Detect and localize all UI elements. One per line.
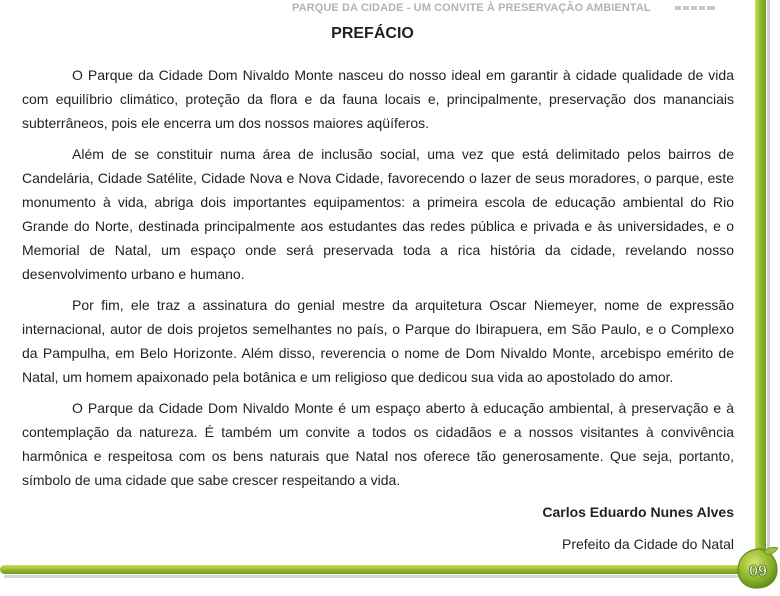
right-border-bar [755,0,766,572]
page-number: 09 [749,563,767,580]
paragraph: O Parque da Cidade Dom Nivaldo Monte é um espaço aberto à educação ambiental, à preservação e à contemplação da natureza. É também um convite a todos os cidadãos e a nossos visitantes à convivência harmônica e respeitosa com os bens naturais que Natal nos oferece tão generosamente. Que seja, portanto, símbolo de uma cidade que sabe crescer respeitando a vida. [22,400,734,488]
bottom-border-shadow [4,575,740,578]
right-border-shadow [767,0,770,568]
paragraph: O Parque da Cidade Dom Nivaldo Monte nasceu do nosso ideal em garantir à cidade qualidade de vida com equilíbrio climático, proteção da flora e da fauna locais e, principalmente, preservação dos mananciais subterrâneos, pois ele encerra um dos nossos maiores aqüíferos. [22,67,734,131]
signature-name: Carlos Eduardo Nunes Alves [542,504,734,520]
signature-block [22,500,734,556]
header-dash-ornament [675,6,715,10]
leaf-badge-icon [734,545,780,591]
bottom-border-bar [0,565,766,574]
signature-role: Prefeito da Cidade do Natal [562,536,734,552]
page-title: PREFÁCIO [331,25,414,42]
paragraph: Além de se constituir numa área de inclusão social, uma vez que está delimitado pelos bairros de Candelária, Cidade Satélite, Cidade Nova e Nova Cidade, favorecendo o lazer de seus moradores, o parque, este monumento à vida, abriga dois importantes equipamentos: a primeira escola de educação ambiental do Rio Grande do Norte, destinada principalmente aos estudantes das redes pública e privada e às universidades, e o Memorial de Natal, um espaço onde será preservada toda a rica história da cidade, revelando nosso desenvolvimento urbano e humano. [22,146,734,282]
page-number-badge [734,545,780,591]
running-title: PARQUE DA CIDADE - UM CONVITE À PRESERVAÇÃO AMBIENTAL [292,2,651,14]
paragraph: Por fim, ele traz a assinatura do genial mestre da arquitetura Oscar Niemeyer, nome de expressão internacional, autor de dois projetos semelhantes no país, o Parque do Ibirapuera, em São Paulo, e o Complexo da Pampulha, em Belo Horizonte. Além disso, reverencia o nome de Dom Nivaldo Monte, arcebispo emérito de Natal, um homem apaixonado pela botânica e um religioso que dedicou sua vida ao apostolado do amor. [22,297,734,385]
preface-body [22,63,734,556]
